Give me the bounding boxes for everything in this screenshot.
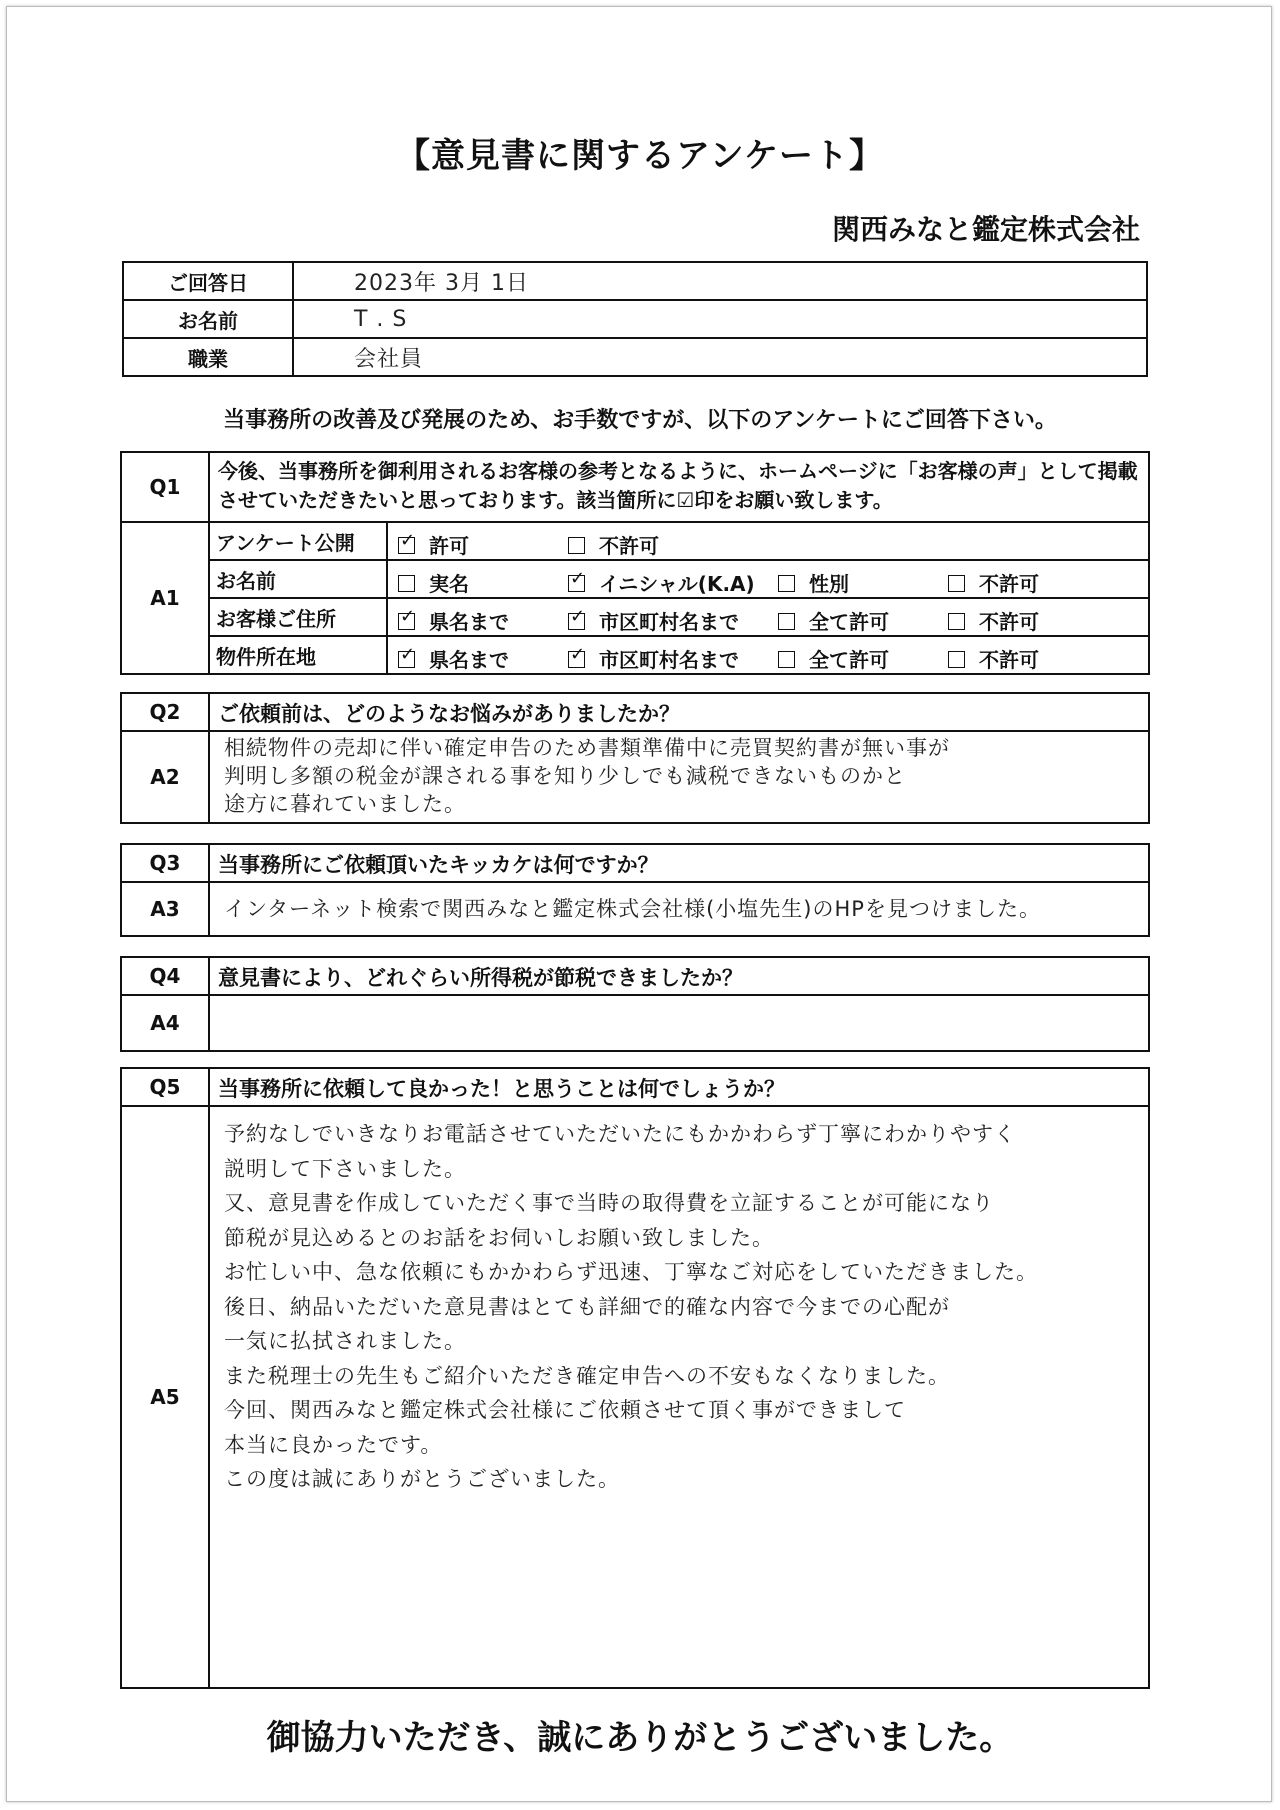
unchecked-box-icon[interactable] [398,575,415,592]
answer-label: A3 [122,883,210,935]
checkbox-option[interactable] [568,568,755,597]
respondent-info-table [122,261,1148,377]
answer-label: A2 [122,732,210,822]
checked-box-icon[interactable] [398,537,415,554]
question-label: Q5 [122,1069,210,1105]
answer-label: A5 [122,1107,210,1687]
checkbox-option-label: イニシャル(K.A) [599,572,755,596]
a4-row [122,994,1148,1050]
answer-line: 本当に良かったです。 [224,1432,443,1457]
checkbox-option[interactable] [568,530,659,559]
closing-thanks: 御協力いただき、誠にありがとうございました。 [266,1718,1014,1758]
q3-section [120,843,1150,937]
unchecked-box-icon[interactable] [948,613,965,630]
checkbox-option-label: 不許可 [979,572,1039,596]
unchecked-box-icon[interactable] [948,651,965,668]
unchecked-box-icon[interactable] [778,613,795,630]
q1-section [120,451,1150,675]
checkbox-option[interactable] [568,644,739,673]
checkbox-option-label: 不許可 [979,610,1039,634]
info-label: ご回答日 [123,262,293,300]
checkbox-option[interactable] [398,606,509,635]
checkbox-option[interactable] [568,606,739,635]
answer-text [210,732,1148,822]
info-value: 2023年 3月 1日 [293,262,1147,300]
answer-line: お忙しい中、急な依頼にもかかわらず迅速、丁寧なご対応をしていただきました。 [224,1260,1038,1284]
answer-text: インターネット検索で関西みなと鑑定株式会社様(小塩先生)のHPを見つけました。 [224,897,1041,921]
a1-option-label: お客様ご住所 [210,599,388,635]
answer-line: 後日、納品いただいた意見書はとても詳細で的確な内容で今までの心配が [224,1294,950,1319]
q4-section [120,956,1150,1052]
checkbox-option-label: 許可 [429,534,469,558]
a1-row [122,521,1148,673]
answer-text [210,996,1148,1050]
answer-line: 相続物件の売却に伴い確定申告のため書類準備中に売買契約書が無い事が [224,736,950,760]
answer-line: 判明し多額の税金が課される事を知り少しでも減税できないものかと [224,764,906,788]
question-label: Q4 [122,958,210,994]
answer-line: 予約なしでいきなりお電話させていただいたにもかかわらず丁寧にわかりやすく [224,1122,1016,1146]
checkbox-option[interactable] [948,606,1039,635]
question-label: Q2 [122,694,210,730]
answer-line: 今回、関西みなと鑑定株式会社様にご依頼させて頂く事ができまして [224,1398,906,1422]
a1-option-choices [388,523,1148,559]
a2-row [122,730,1148,822]
company-name: 関西みなと鑑定株式会社 [831,213,1140,246]
q2-section [120,692,1150,824]
checkbox-option-label: 不許可 [979,648,1039,672]
checkbox-option-label: 性別 [809,572,849,596]
info-label: 職業 [123,338,293,376]
info-row-occupation [123,338,1147,376]
question-label: Q3 [122,845,210,881]
checkbox-option-label: 市区町村名まで [599,648,739,672]
checkbox-option[interactable] [778,644,889,673]
question-text: ご依頼前は、どのようなお悩みがありましたか？ [218,702,680,726]
answer-text [210,1107,1148,1687]
q5-section [120,1067,1150,1689]
a1-option-choices [388,561,1148,597]
checkbox-option-label: 市区町村名まで [599,610,739,634]
checked-box-icon[interactable] [568,651,585,668]
checkbox-option[interactable] [398,568,469,597]
checkbox-option-label: 不許可 [599,534,659,558]
checkbox-option[interactable] [948,644,1039,673]
checkbox-option[interactable] [398,530,469,559]
answer-line: 一気に払拭されました。 [224,1329,466,1353]
q3-row [122,845,1148,881]
question-text: 当事務所に依頼して良かった！と思うことは何でしょうか？ [218,1077,785,1101]
checkbox-option[interactable] [948,568,1039,597]
info-value: T . S [293,300,1147,338]
q5-row [122,1069,1148,1105]
checked-box-icon[interactable] [398,651,415,668]
unchecked-box-icon[interactable] [778,651,795,668]
info-row-name [123,300,1147,338]
answer-label: A1 [122,523,210,673]
question-label: Q1 [122,453,210,521]
unchecked-box-icon[interactable] [568,537,585,554]
checked-box-icon[interactable] [568,575,585,592]
a1-options [210,523,1148,673]
q1-row [122,453,1148,521]
answer-line: また税理士の先生もご紹介いただき確定申告への不安もなくなりました。 [224,1363,950,1388]
a3-row [122,881,1148,935]
a1-option-row [210,523,1148,559]
a1-option-choices [388,637,1148,673]
checked-box-icon[interactable] [398,613,415,630]
page-title: 【意見書に関するアンケート】 [396,136,884,176]
info-label: お名前 [123,300,293,338]
info-row-date [123,262,1147,300]
question-text: 意見書により、どれぐらい所得税が節税できましたか？ [218,966,743,990]
info-value: 会社員 [293,338,1147,376]
checked-box-icon[interactable] [568,613,585,630]
answer-line: 説明して下さいました。 [224,1156,466,1181]
a5-row [122,1105,1148,1687]
checkbox-option-label: 実名 [429,572,469,596]
unchecked-box-icon[interactable] [778,575,795,592]
unchecked-box-icon[interactable] [948,575,965,592]
a1-option-row [210,635,1148,673]
checkbox-option[interactable] [778,606,889,635]
a1-option-label: 物件所在地 [210,637,388,673]
question-text: 当事務所にご依頼頂いたキッカケは何ですか？ [218,853,659,877]
answer-line: 節税が見込めるとのお話をお伺いしお願い致しました。 [224,1225,774,1250]
answer-line: 途方に暮れていました。 [224,792,466,816]
q4-row [122,958,1148,994]
a1-option-row [210,597,1148,635]
a1-option-choices [388,599,1148,635]
a1-option-label: お名前 [210,561,388,597]
answer-line: 又、意見書を作成していただく事で当時の取得費を立証することが可能になり [224,1191,994,1215]
answer-label: A4 [122,996,210,1050]
question-text: 今後、当事務所を御利用されるお客様の参考となるように、ホームページに「お客様の声」として掲載させていただきたいと思っております。該当箇所に☑印をお願い致します。 [218,459,1138,512]
checkbox-option-label: 県名まで [429,610,509,634]
checkbox-option[interactable] [398,644,509,673]
checkbox-option-label: 県名まで [429,648,509,672]
answer-line: この度は誠にありがとうございました。 [224,1467,620,1491]
checkbox-option-label: 全て許可 [809,610,889,634]
checkbox-option[interactable] [778,568,849,597]
checkbox-option-label: 全て許可 [809,648,889,672]
instruction-text: 当事務所の改善及び発展のため、お手数ですが、以下のアンケートにご回答下さい。 [223,408,1057,433]
a1-option-row [210,559,1148,597]
a1-option-label: アンケート公開 [210,523,388,559]
q2-row [122,694,1148,730]
